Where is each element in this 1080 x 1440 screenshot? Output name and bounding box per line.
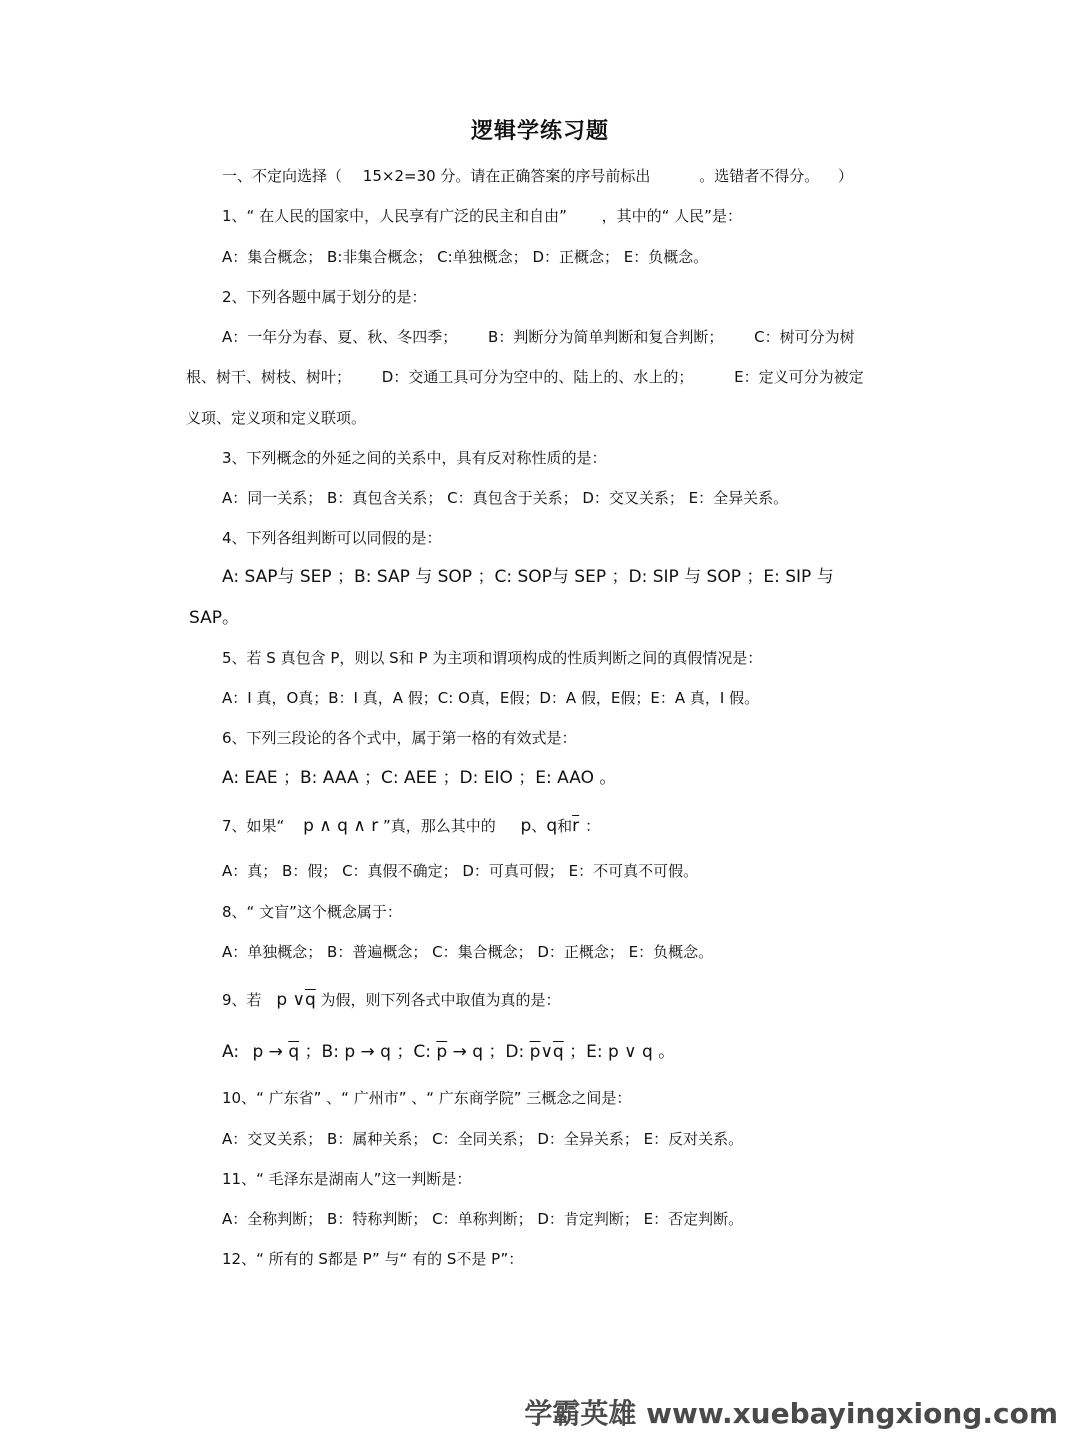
option-negated: $\overline{p}$ [436, 1042, 448, 1062]
question-9-stem [222, 990, 561, 1010]
section-heading-part: 。选错者不得分。 [699, 167, 820, 185]
question-stem-part: ，其中的“ 人民”是： [601, 207, 742, 225]
question-3-options: A：同一关系； B：真包含关系； C：真包含于关系； D：交叉关系； E：全异关系。 [222, 489, 789, 507]
option-text: A：一年分为春、夏、秋、冬四季； [222, 328, 458, 346]
question-4-options-line1: A: SAP与 SEP ；B: SAP 与 SOP ；C: SOP与 SEP ；D: SIP 与 SOP ；E: SIP 与 [222, 567, 834, 587]
question-2-options-line1 [222, 327, 855, 347]
question-4-options-line2: SAP。 [189, 608, 239, 628]
option-text: E：定义可分为被定 [734, 368, 864, 386]
colon: ： [585, 817, 601, 835]
question-stem-part: ”真，那么其中的 [382, 817, 496, 835]
page-title: 逻辑学练习题 [470, 119, 609, 144]
question-5-stem: 5、若 S 真包含 P，则以 S和 P 为主项和谓项构成的性质判断之间的真假情况是： [222, 649, 763, 667]
option-text: B：判断分为简单判断和复合判断； [488, 328, 724, 346]
option-negated: $\overline{q}$ [288, 1042, 300, 1062]
option-text: ；B: p → q ；C: [304, 1042, 431, 1062]
option-text: C：树可分为树 [754, 328, 855, 346]
question-11-options: A：全称判断； B：特称判断； C：单称判断； D：肯定判断； E：否定判断。 [222, 1210, 744, 1228]
question-2-options-line2 [186, 367, 864, 387]
section-heading-part: 一、不定向选择（ [222, 167, 343, 185]
option-text: p → [252, 1042, 283, 1062]
question-1-options: A：集合概念； B:非集合概念； C:单独概念； D：正概念； E：负概念。 [222, 248, 709, 266]
option-text: → q ；D: [452, 1042, 525, 1062]
question-3-stem: 3、下列概念的外延之间的关系中，具有反对称性质的是： [222, 449, 607, 467]
question-8-stem: 8、“ 文盲”这个概念属于： [222, 903, 402, 921]
question-2-stem: 2、下列各题中属于划分的是： [222, 288, 427, 306]
formula: p ∧ q ∧ r [303, 816, 379, 836]
option-text: ∨ [540, 1042, 553, 1062]
question-1-stem [222, 206, 742, 226]
variable-r-negated: $\overline{r}$ [572, 816, 580, 836]
question-6-options: A: EAE ；B: AAA ；C: AEE ；D: EIO ；E: AAO 。 [222, 768, 617, 788]
section-heading [222, 166, 853, 186]
question-10-options: A：交叉关系； B：属种关系； C：全同关系； D：全异关系； E：反对关系。 [222, 1130, 744, 1148]
question-2-options-line3: 义项、定义项和定义联项。 [186, 409, 367, 427]
question-7-stem [222, 816, 600, 836]
conjunction: 和 [557, 817, 573, 835]
question-stem-part: 7、如果“ [222, 817, 285, 835]
watermark: 学霸英雄 www.xuebayingxiong.com [524, 1397, 1058, 1430]
option-text: 根、树干、树枝、树叶； [186, 368, 352, 386]
option-negated: $\overline{q}$ [552, 1042, 564, 1062]
separator: 、 [531, 817, 547, 835]
option-text: ；E: p ∨ q 。 [569, 1042, 676, 1062]
variable-p: p [520, 816, 532, 836]
question-5-options: A：I 真，O真；B：I 真，A 假；C: O真，E假；D：A 假，E假；E：A 真，I 假。 [222, 689, 760, 707]
question-11-stem: 11、“ 毛泽东是湖南人”这一判断是： [222, 1170, 472, 1188]
section-heading-part: ） [838, 167, 854, 185]
question-stem-part: 1、“ 在人民的国家中，人民享有广泛的民主和自由” [222, 207, 567, 225]
formula-negated: $\overline{q}$ [304, 990, 316, 1010]
question-6-stem: 6、下列三段论的各个式中，属于第一格的有效式是： [222, 729, 577, 747]
variable-q: q [546, 816, 558, 836]
question-9-options [222, 1042, 675, 1062]
formula: p ∨ [276, 990, 305, 1010]
question-12-stem: 12、“ 所有的 S都是 P” 与“ 有的 S不是 P”： [222, 1250, 524, 1268]
question-stem-part: 为假，则下列各式中取值为真的是： [320, 991, 561, 1009]
question-stem-part: 9、若 [222, 991, 262, 1009]
question-7-options: A：真； B：假； C：真假不确定； D：可真可假； E：不可真不可假。 [222, 862, 699, 880]
section-heading-part: 15×2=30 分。请在正确答案的序号前标出 [362, 167, 651, 185]
option-text: D：交通工具可分为空中的、陆上的、水上的； [381, 368, 694, 386]
question-8-options: A：单独概念； B：普遍概念； C：集合概念； D：正概念； E：负概念。 [222, 943, 714, 961]
option-text: A: [222, 1042, 240, 1062]
option-negated: $\overline{p}$ [529, 1042, 541, 1062]
question-10-stem: 10、“ 广东省” 、“ 广州市” 、“ 广东商学院” 三概念之间是： [222, 1089, 632, 1107]
question-4-stem: 4、下列各组判断可以同假的是： [222, 529, 442, 547]
